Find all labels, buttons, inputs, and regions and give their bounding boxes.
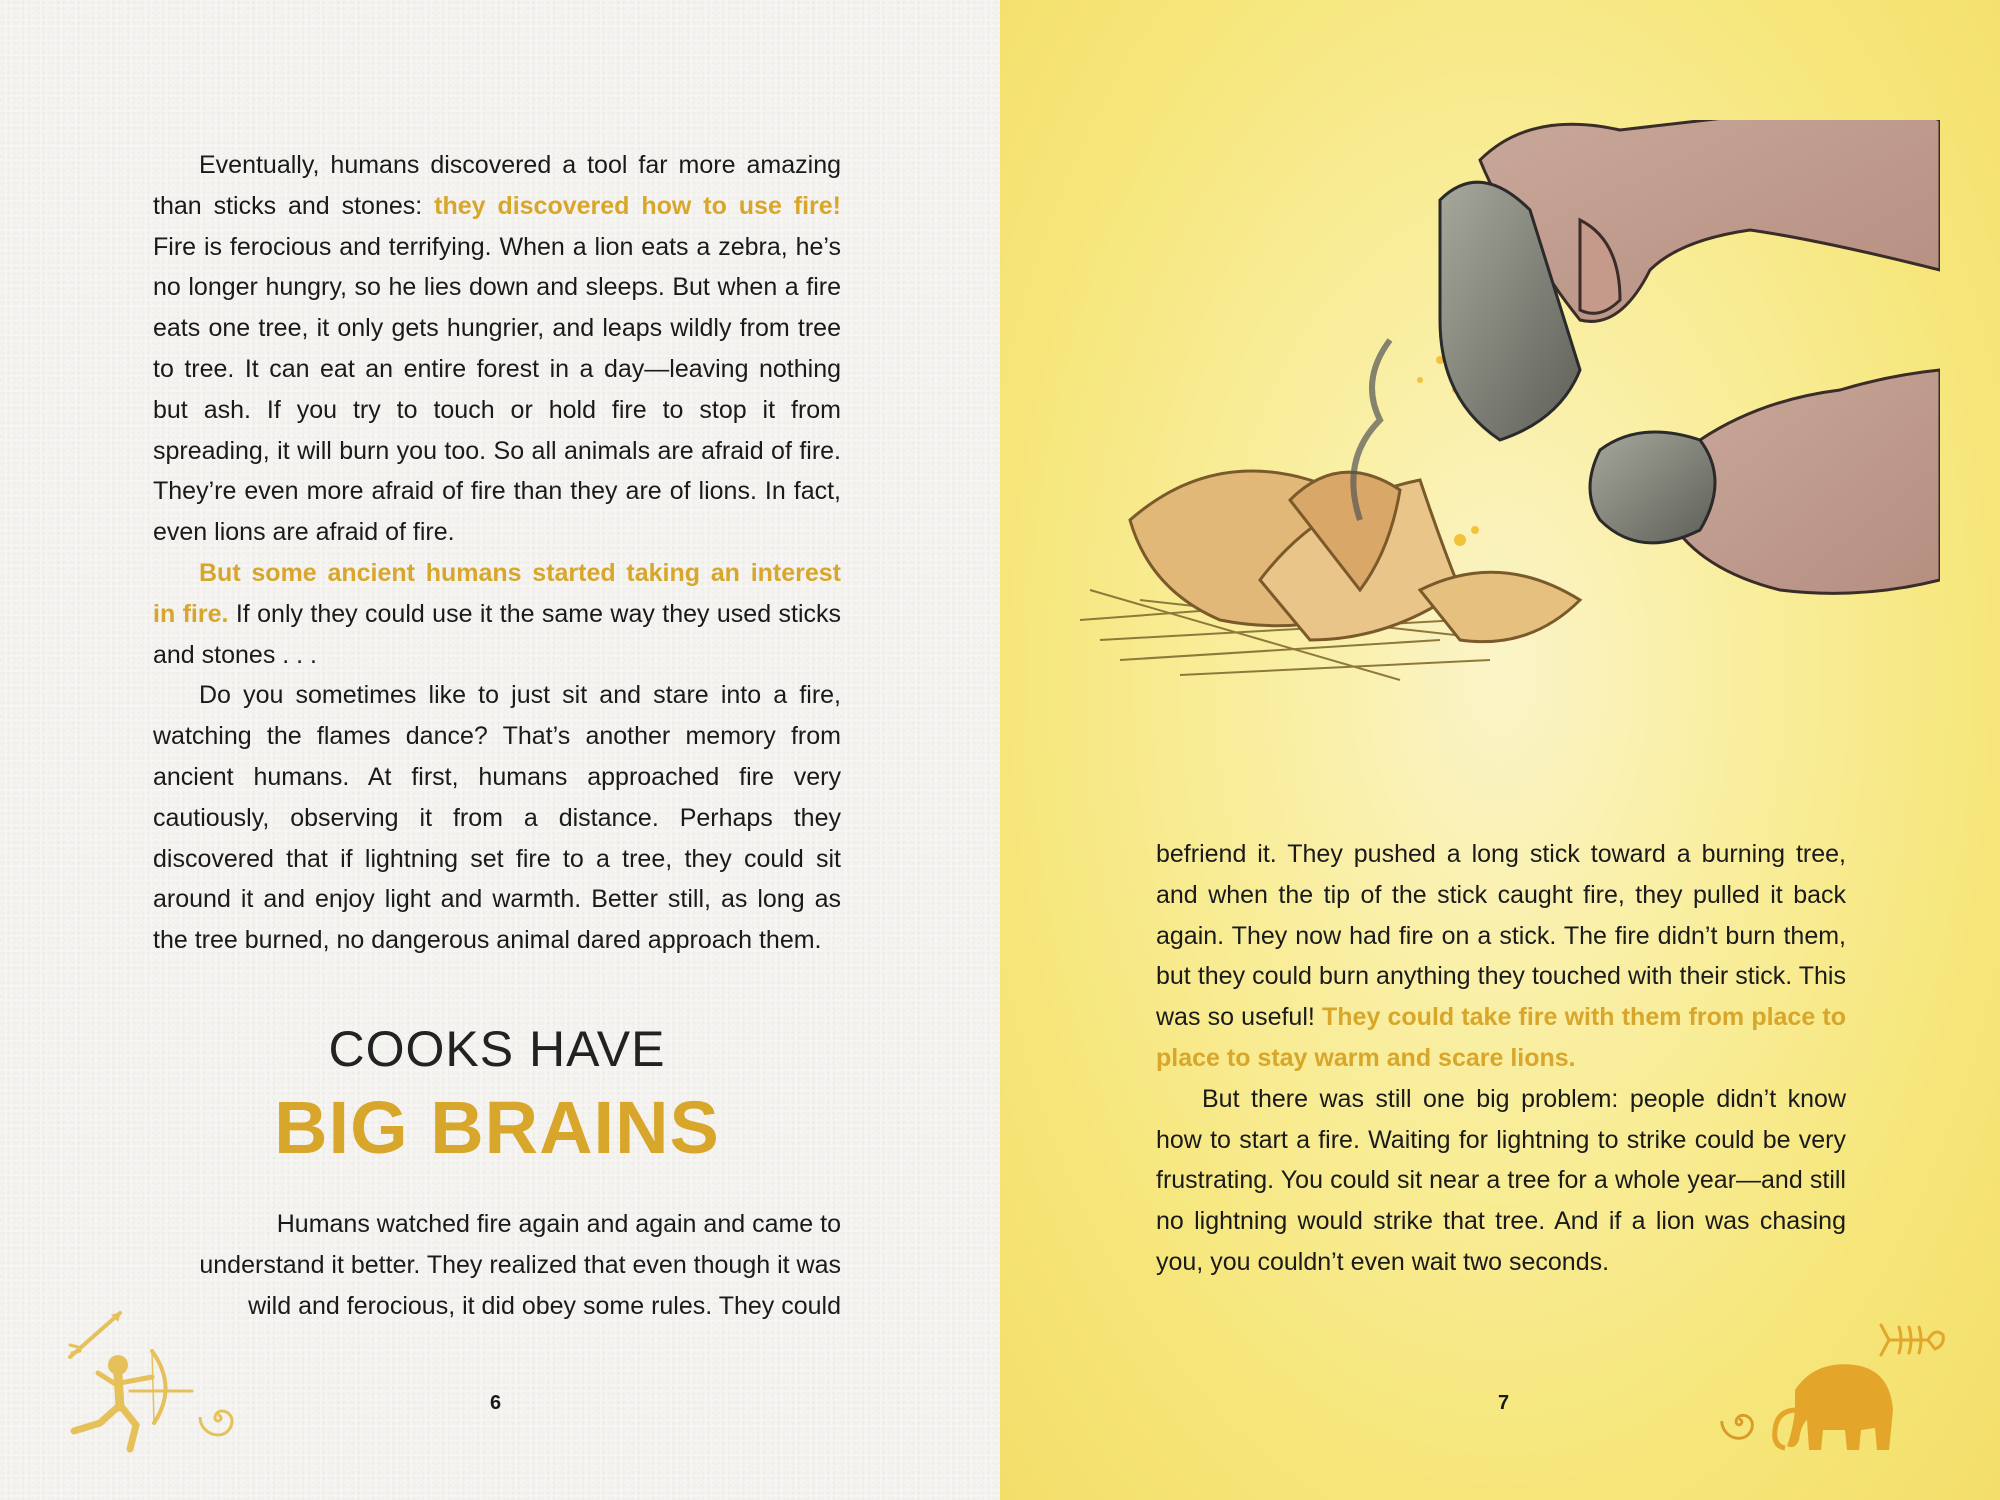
text-run: Eventually, humans discovered a tool far more amazing than sticks and stones: <box>153 151 841 220</box>
text-run: befriend it. They pushed a long stick toward a burning tree, and when the tip of the stick caught fire, they pulled it back again. They now had fire on a stick. The fire didn’t burn them, but they could burn anything they touched with their stick. This was so useful! <box>1156 840 1846 1032</box>
right-page-body <box>1156 834 1846 1283</box>
page-number-right: 7 <box>1498 1392 1510 1414</box>
text-run: Do you sometimes like to just sit and stare into a fire, watching the flames dance? That’s another memory from ancient humans. At first, humans approached fire very cautiously, observing it from a distance. Perhaps they discovered that if lightning set fire to a tree, they could sit around it and enjoy light and warmth. Better still, as long as the tree burned, no dangerous animal dared approach them. <box>153 681 841 955</box>
paragraph <box>1156 834 1846 1079</box>
hands-striking-stones-illustration <box>1060 120 1940 760</box>
archer-icon <box>60 1295 200 1455</box>
paragraph <box>153 675 841 961</box>
paragraph <box>153 553 841 675</box>
page-number-left: 6 <box>490 1392 502 1414</box>
paragraph <box>153 145 841 553</box>
section-intro-paragraph <box>153 1204 841 1326</box>
spiral-icon <box>1717 1400 1761 1444</box>
highlighted-text: They could take fire with them from place to place to stay warm and scare lions. <box>1156 1003 1846 1072</box>
paragraph <box>1156 1079 1846 1283</box>
left-page-body <box>153 145 841 961</box>
highlighted-text: But some ancient humans started taking an interest in fire. <box>153 558 841 628</box>
paragraph: Humans watched fire again and again and came to understand it better. They realized that even though it was wild and ferocious, it did obey some rules. They could <box>199 1210 841 1320</box>
text-run: If only they could use it the same way they used sticks and stones . . . <box>153 599 842 669</box>
text-run: But there was still one big problem: people didn’t know how to start a fire. Waiting for lightning to strike could be very frustrating. You could sit near a tree for a whole year—and still no lightning would strike that tree. And if a lion was chasing you, you couldn’t even wait two seconds. <box>1156 1084 1846 1276</box>
mammoth-icon <box>1765 1350 1900 1460</box>
section-heading-line1: COOKS HAVE <box>328 1021 666 1077</box>
section-heading-line2: BIG BRAINS <box>274 1086 720 1169</box>
highlighted-text: they discovered how to use fire! <box>434 191 841 220</box>
spiral-icon <box>195 1395 241 1441</box>
text-run: Fire is ferocious and terrifying. When a lion eats a zebra, he’s no longer hungry, so he lies down and sleeps. But when a fire eats one tree, it only gets hungrier, and leaps wildly from tree to tree. It can eat an entire forest in a day—leaving nothing but ash. If you try to touch or hold fire to stop it from spreading, it will burn you too. So all animals are afraid of fire. They’re even more afraid of fire than they are of lions. In fact, even lions are afraid of fire. <box>153 232 841 547</box>
fishbone-icon <box>1873 1315 1948 1365</box>
